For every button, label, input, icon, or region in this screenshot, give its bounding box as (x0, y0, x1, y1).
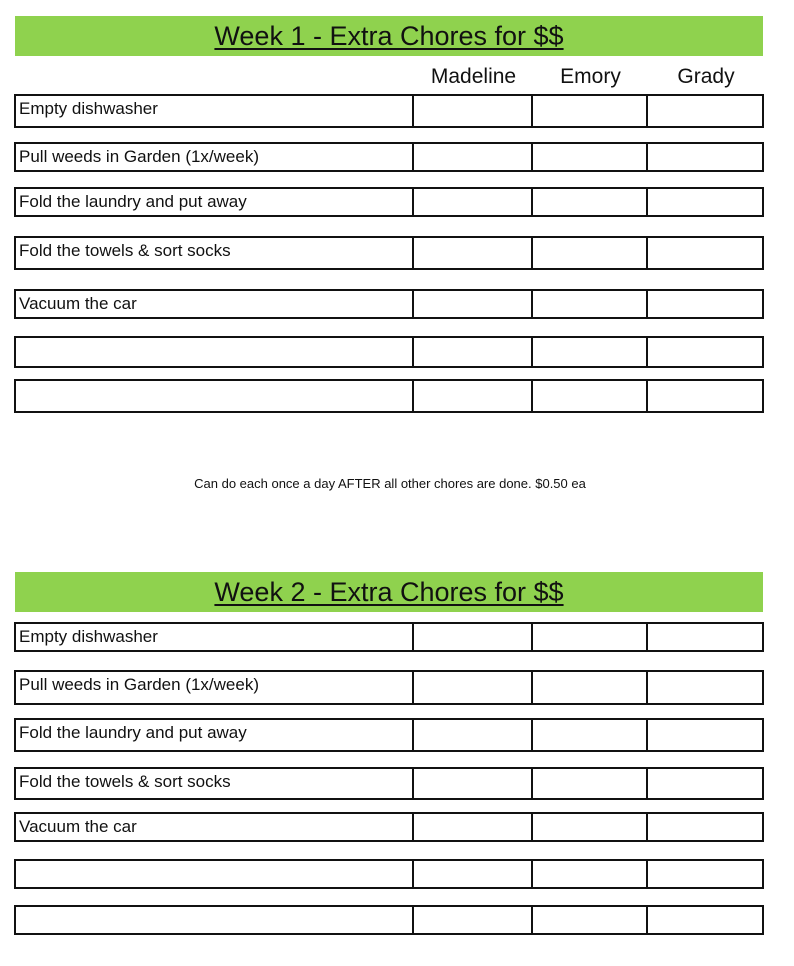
column-header-grady: Grady (677, 65, 735, 88)
week1-row-6 (14, 336, 764, 368)
week2-row-3-grady-cell[interactable] (648, 720, 762, 750)
week1-row-1-chore: Empty dishwasher (16, 96, 414, 126)
week2-row-1-chore: Empty dishwasher (16, 624, 414, 650)
week2-title: Week 2 - Extra Chores for $$ (15, 572, 763, 612)
week2-row-5-madeline-cell[interactable] (414, 814, 533, 840)
week2-row-1 (14, 622, 764, 652)
week2-row-6-madeline-cell[interactable] (414, 861, 533, 887)
week1-row-5-emory-cell[interactable] (533, 291, 648, 317)
week1-row-4-grady-cell[interactable] (648, 238, 762, 268)
week2-row-1-emory-cell[interactable] (533, 624, 648, 650)
week1-row-3-chore: Fold the laundry and put away (16, 189, 414, 215)
week2-row-6-chore[interactable] (16, 861, 414, 887)
week1-row-7-emory-cell[interactable] (533, 381, 648, 411)
week2-row-5-emory-cell[interactable] (533, 814, 648, 840)
week1-row-6-grady-cell[interactable] (648, 338, 762, 366)
week1-row-5-chore: Vacuum the car (16, 291, 414, 317)
week1-row-7 (14, 379, 764, 413)
week2-row-5-grady-cell[interactable] (648, 814, 762, 840)
week2-row-4-grady-cell[interactable] (648, 769, 762, 798)
week1-row-7-madeline-cell[interactable] (414, 381, 533, 411)
week1-row-2-madeline-cell[interactable] (414, 144, 533, 170)
week1-row-7-grady-cell[interactable] (648, 381, 762, 411)
column-header-emory: Emory (560, 65, 621, 88)
week2-row-2-grady-cell[interactable] (648, 672, 762, 703)
week2-row-7-emory-cell[interactable] (533, 907, 648, 933)
week2-row-1-madeline-cell[interactable] (414, 624, 533, 650)
week1-row-1-madeline-cell[interactable] (414, 96, 533, 126)
week1-row-1 (14, 94, 764, 128)
week1-row-4 (14, 236, 764, 270)
week2-row-3-emory-cell[interactable] (533, 720, 648, 750)
week1-row-2-chore: Pull weeds in Garden (1x/week) (16, 144, 414, 170)
week2-row-7-madeline-cell[interactable] (414, 907, 533, 933)
week1-row-4-madeline-cell[interactable] (414, 238, 533, 268)
week1-title: Week 1 - Extra Chores for $$ (15, 16, 763, 56)
week2-row-5 (14, 812, 764, 842)
week1-row-1-grady-cell[interactable] (648, 96, 762, 126)
week1-row-6-emory-cell[interactable] (533, 338, 648, 366)
week2-row-2-chore: Pull weeds in Garden (1x/week) (16, 672, 414, 703)
week2-row-4-chore: Fold the towels & sort socks (16, 769, 414, 798)
week2-row-3-madeline-cell[interactable] (414, 720, 533, 750)
week1-row-2-grady-cell[interactable] (648, 144, 762, 170)
week2-row-4-madeline-cell[interactable] (414, 769, 533, 798)
week1-row-3-emory-cell[interactable] (533, 189, 648, 215)
week2-row-4-emory-cell[interactable] (533, 769, 648, 798)
week1-row-3-grady-cell[interactable] (648, 189, 762, 215)
week2-row-6-grady-cell[interactable] (648, 861, 762, 887)
week2-row-2-madeline-cell[interactable] (414, 672, 533, 703)
week2-row-3 (14, 718, 764, 752)
week2-row-2 (14, 670, 764, 705)
column-header-madeline: Madeline (430, 65, 517, 88)
week2-row-6-emory-cell[interactable] (533, 861, 648, 887)
pay-rule-note: Can do each once a day AFTER all other chores are done. $0.50 ea (194, 476, 586, 491)
week1-row-5-grady-cell[interactable] (648, 291, 762, 317)
week1-row-6-chore[interactable] (16, 338, 414, 366)
week2-row-3-chore: Fold the laundry and put away (16, 720, 414, 750)
week1-row-4-emory-cell[interactable] (533, 238, 648, 268)
week2-row-4 (14, 767, 764, 800)
week1-row-2 (14, 142, 764, 172)
week1-row-3 (14, 187, 764, 217)
week2-row-7-grady-cell[interactable] (648, 907, 762, 933)
week1-row-5-madeline-cell[interactable] (414, 291, 533, 317)
week1-row-3-madeline-cell[interactable] (414, 189, 533, 215)
week1-row-7-chore[interactable] (16, 381, 414, 411)
week2-row-1-grady-cell[interactable] (648, 624, 762, 650)
week2-row-7 (14, 905, 764, 935)
week2-row-2-emory-cell[interactable] (533, 672, 648, 703)
week1-row-2-emory-cell[interactable] (533, 144, 648, 170)
week2-row-6 (14, 859, 764, 889)
week2-row-5-chore: Vacuum the car (16, 814, 414, 840)
week1-row-6-madeline-cell[interactable] (414, 338, 533, 366)
week2-row-7-chore[interactable] (16, 907, 414, 933)
week1-row-4-chore: Fold the towels & sort socks (16, 238, 414, 268)
week1-row-5 (14, 289, 764, 319)
week1-row-1-emory-cell[interactable] (533, 96, 648, 126)
